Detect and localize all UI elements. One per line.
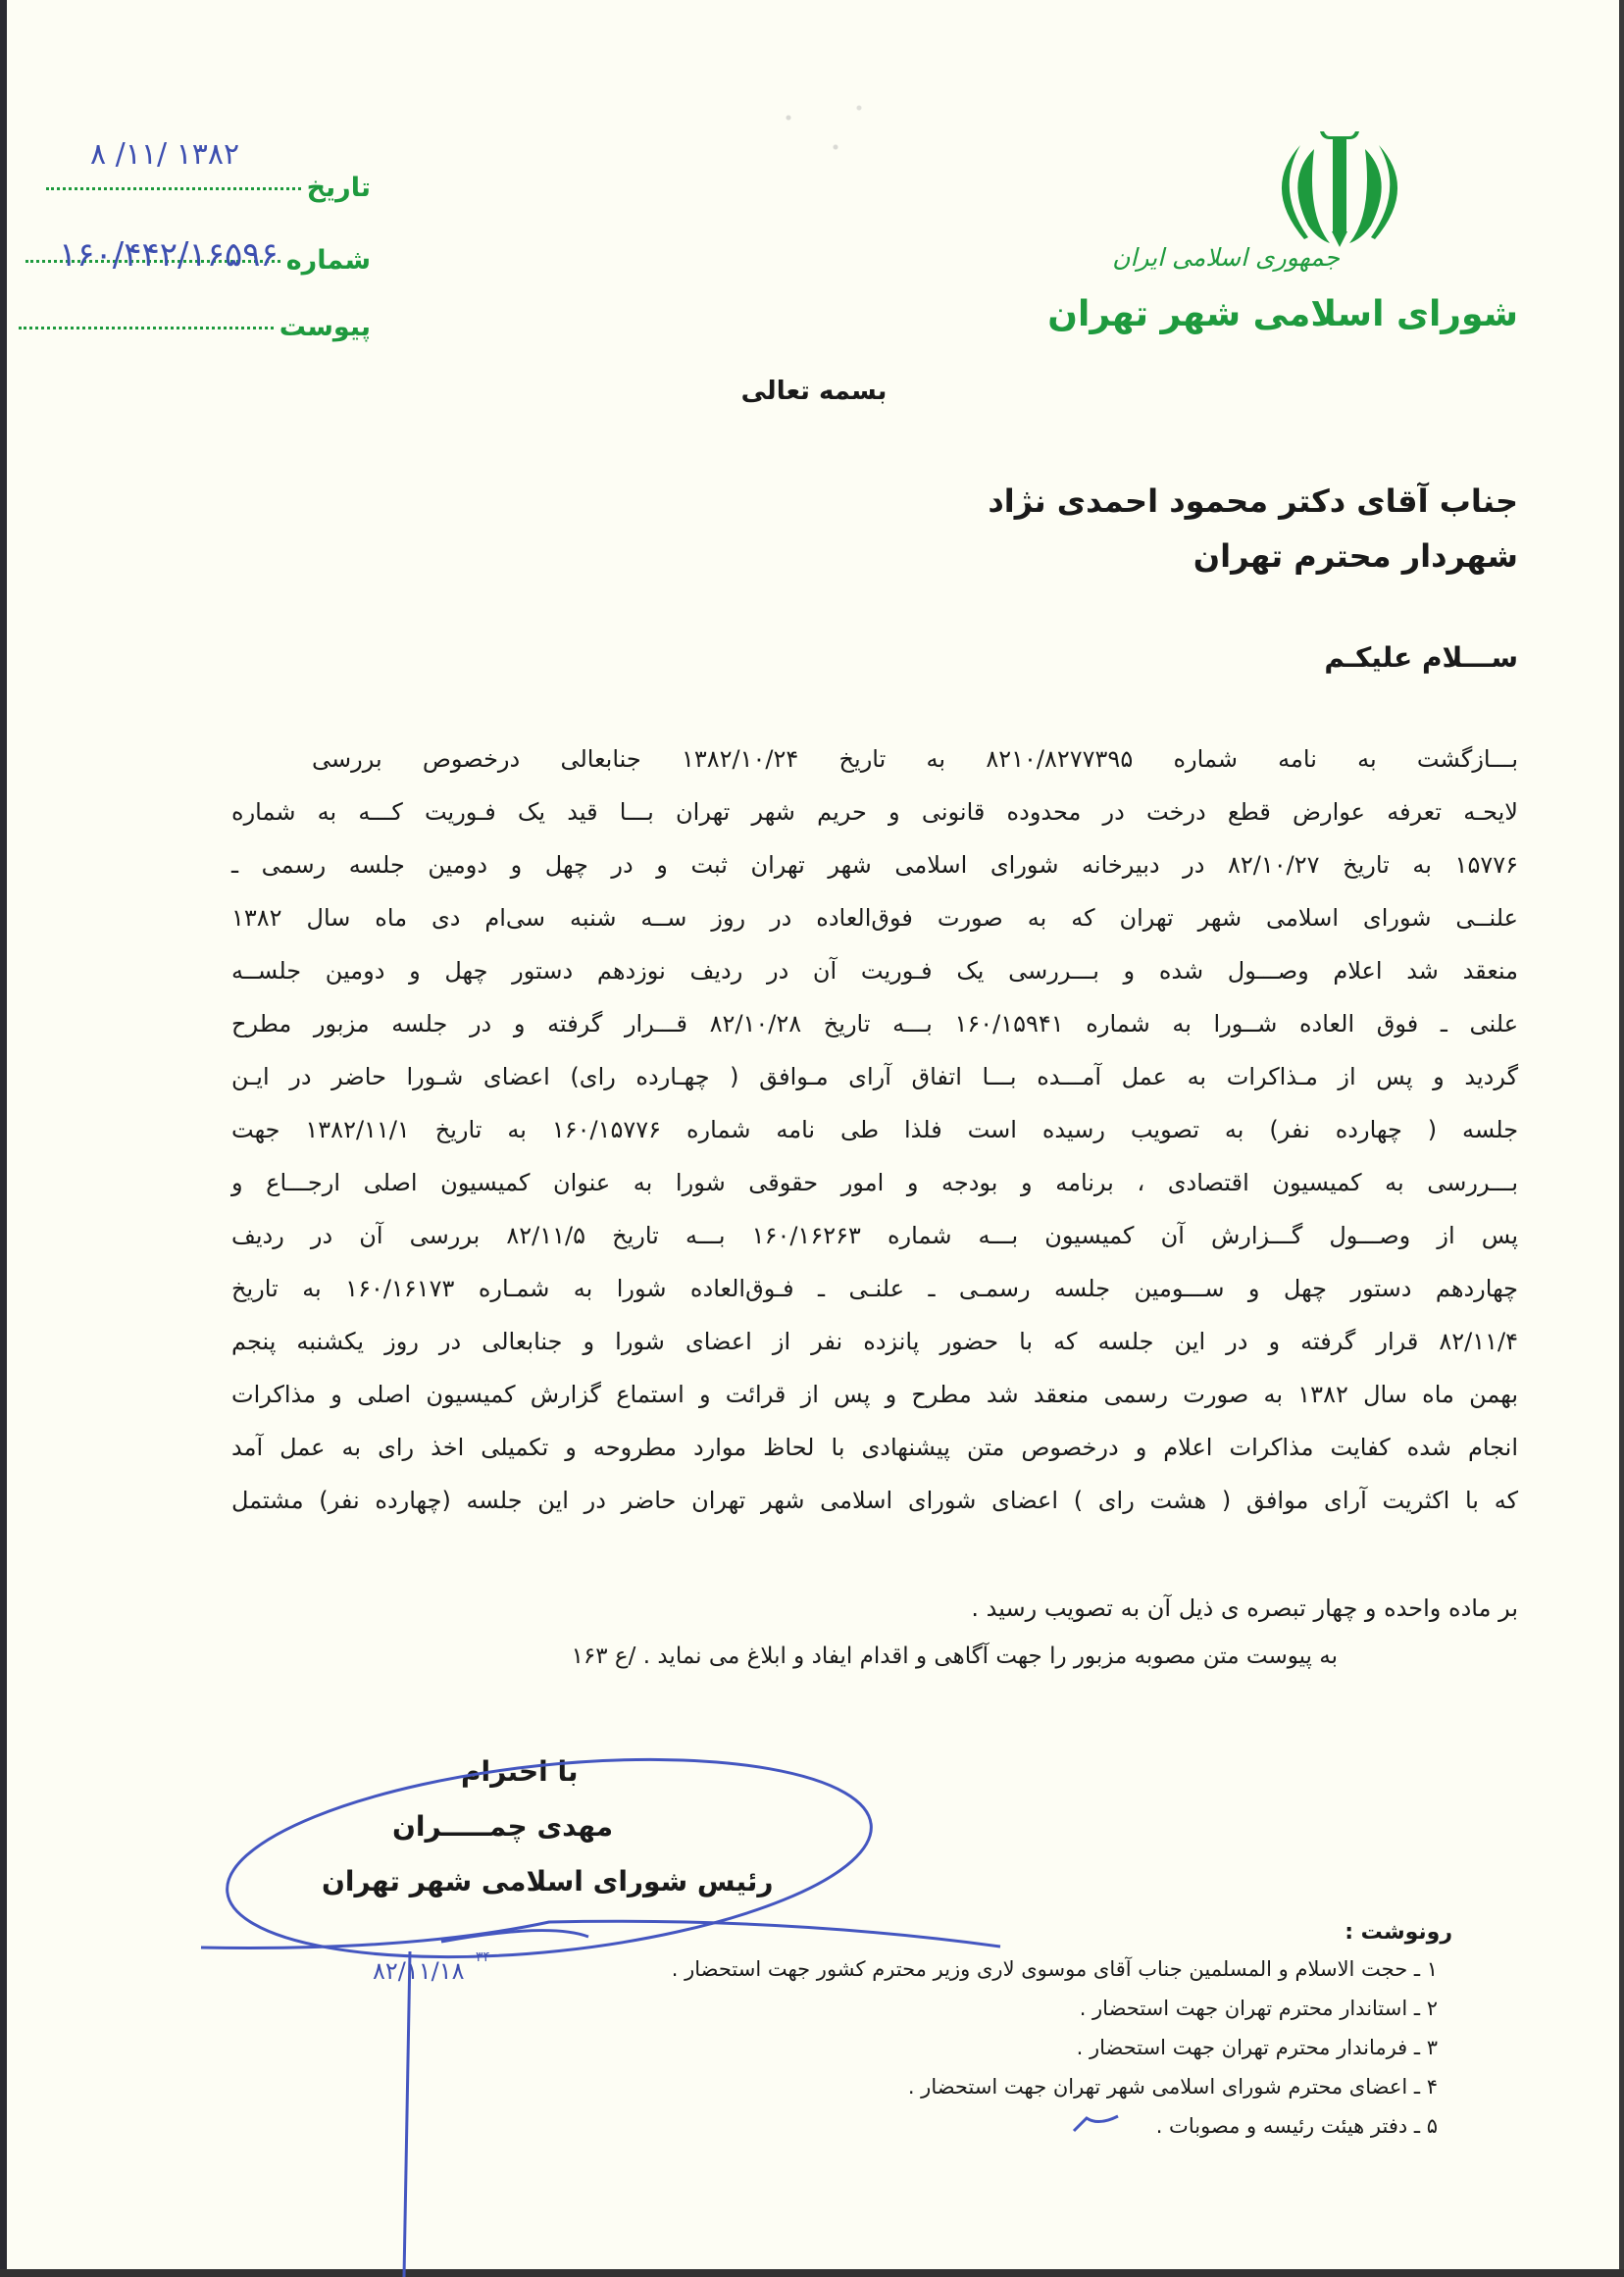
attachment-label: پیوست bbox=[279, 312, 371, 342]
scan-edge-right bbox=[1619, 0, 1624, 2277]
organization-name: شورای اسلامی شهر تهران bbox=[1047, 294, 1518, 334]
iran-emblem-icon bbox=[1275, 124, 1404, 249]
attachment-field bbox=[19, 312, 371, 342]
scan-edge-bottom bbox=[0, 2269, 1624, 2277]
body-line: انجام شده کفایت مذاکرات اعلام و درخصوص متن پیشنهادی با لحاظ موارد مطروحه و تکمیلی اخذ رای به عمل آمد bbox=[231, 1434, 1518, 1461]
body-line: لایحـه تعرفه عوارض قطع درخت در محدوده قانونی و حریم شهر تهران بـــا قید یک فـوریت کـــه به شماره bbox=[231, 798, 1518, 826]
invocation: بسمه تعالی bbox=[740, 377, 888, 406]
body-line: جلسه ( چهارده نفر) به تصویب رسیده است فلذا طی نامه شماره ۱۶۰/۱۵۷۷۶ به تاریخ ۱۳۸۲/۱۱/۱ جهت bbox=[231, 1116, 1519, 1143]
scan-speckle bbox=[765, 88, 883, 186]
body-line: علنــی شورای اسلامی شهر تهران که به صورت فوق‌العاده در روز ســه شنبه سی‌ام دی ماه سال ۱۳۸۲ bbox=[231, 904, 1518, 932]
greeting: ســـلام علیکـم bbox=[1324, 641, 1518, 674]
date-field bbox=[46, 173, 371, 203]
cc-item: ۴ ـ اعضای محترم شورای اسلامی شهر تهران جهت استحضار . bbox=[907, 2075, 1438, 2099]
regards: با احترام bbox=[461, 1755, 579, 1788]
body-line: بهمن ماه سال ۱۳۸۲ به صورت رسمی منعقد شد مطرح و پس از قرائت و استماع گزارش کمیسیون اصلی و مذاکرات bbox=[231, 1381, 1519, 1408]
handwritten-number: ۱۶۰/۴۴۲/۱۶۵۹۶ bbox=[59, 235, 279, 275]
body-line: گردید و پس از مـذاکرات به عمل آمـــده بـــا اتفاق آرای مـوافق ( چهـارده رای) اعضای شـورا حاضر در ایـن bbox=[231, 1063, 1518, 1090]
body-line: بـــازگشت به نامه شماره ۸۲۱۰/۸۲۷۷۳۹۵ به تاریخ ۱۳۸۲/۱۰/۲۴ جنابعالی درخصوص بررسی bbox=[312, 745, 1518, 773]
cc-item: ۳ ـ فرماندار محترم تهران جهت استحضار . bbox=[1076, 2036, 1438, 2059]
handwritten-signature-date: ۸۲/۱۱/۱۸ bbox=[373, 1957, 465, 1985]
emblem-caption: جمهوری اسلامی ایران bbox=[1112, 243, 1340, 272]
handwritten-date: ۱۳۸۲ /۱۱/ ۸ bbox=[90, 137, 240, 172]
cc-item: ۵ ـ دفتر هیئت رئیسه و مصوبات . bbox=[1155, 2114, 1438, 2138]
signatory-position: رئیس شورای اسلامی شهر تهران bbox=[322, 1865, 774, 1898]
body-line: که با اکثریت آرای موافق ( هشت رای ) اعضای شورای اسلامی شهر تهران حاضر در این جلسه (چهارده نفر) مشتمل bbox=[231, 1487, 1518, 1514]
date-dotted-line bbox=[46, 187, 301, 190]
body-line: ۱۵۷۷۶ به تاریخ ۸۲/۱۰/۲۷ در دبیرخانه شورای اسلامی شهر تهران ثبت و در چهل و دومین جلسه رسمی ـ bbox=[231, 851, 1518, 879]
body-line: منعقد شد اعلام وصـــول شده و بـــررسی یک فـوریت آن در ردیف نوزدهم دستور چهل و دومین جلســه bbox=[231, 957, 1518, 985]
body-line: علنی ـ فوق العاده شــورا به شماره ۱۶۰/۱۵۹۴۱ بـــه تاریخ ۸۲/۱۰/۲۸ قـــرار گرفته و در جلسه مزبور مطرح bbox=[231, 1010, 1519, 1037]
attachment-dotted-line bbox=[19, 327, 274, 329]
cc-item: ۲ ـ استاندار محترم تهران جهت استحضار . bbox=[1079, 1997, 1438, 2020]
number-label: شماره bbox=[285, 245, 371, 276]
signatory-name: مهدی چمـــــران bbox=[392, 1810, 614, 1843]
body-line: پس از وصـــول گـــزارش آن کمیسیون بـــه شماره ۱۶۰/۱۶۲۶۳ بـــه تاریخ ۸۲/۱۱/۵ بررسی آن در ردیف bbox=[231, 1222, 1518, 1249]
handwritten-mark: ۳۴ bbox=[476, 1949, 491, 1965]
body-line: ۸۲/۱۱/۴ قرار گرفته و در این جلسه که با حضور پانزده نفر از اعضای شورا و جنابعالی در روز یکشنبه پنجم bbox=[231, 1328, 1518, 1355]
closing-line: به پیوست متن مصوبه مزبور را جهت آگاهی و اقدام ایفاد و ابلاغ می نماید . /ع ۱۶۳ bbox=[571, 1644, 1338, 1669]
body-line: بـــررسی به کمیسیون اقتصادی ، برنامه و بودجه و امور حقوقی شورا به عنوان کمیسیون اصلی ارجـــاع و bbox=[231, 1169, 1518, 1196]
body-line: بر ماده واحده و چهار تبصره ی ذیل آن به تصویب رسید . bbox=[971, 1594, 1518, 1622]
body-line: چهاردهم دستور چهل و ســـومین جلسه رسمـی ـ علنـی ـ فـوق‌العاده شورا به شمـاره ۱۶۰/۱۶۱۷۳ به تاریخ bbox=[231, 1275, 1518, 1302]
recipient-title: شهردار محترم تهران bbox=[1193, 537, 1518, 575]
scan-edge-left bbox=[0, 0, 7, 2277]
date-label: تاریخ bbox=[306, 173, 371, 203]
recipient-name: جناب آقای دکتر محمود احمدی نژاد bbox=[988, 482, 1518, 520]
cc-label: رونوشت : bbox=[1345, 1920, 1452, 1945]
cc-item: ۱ ـ حجت الاسلام و المسلمین جناب آقای موسوی لاری وزیر محترم کشور جهت استحضار . bbox=[671, 1957, 1438, 1981]
